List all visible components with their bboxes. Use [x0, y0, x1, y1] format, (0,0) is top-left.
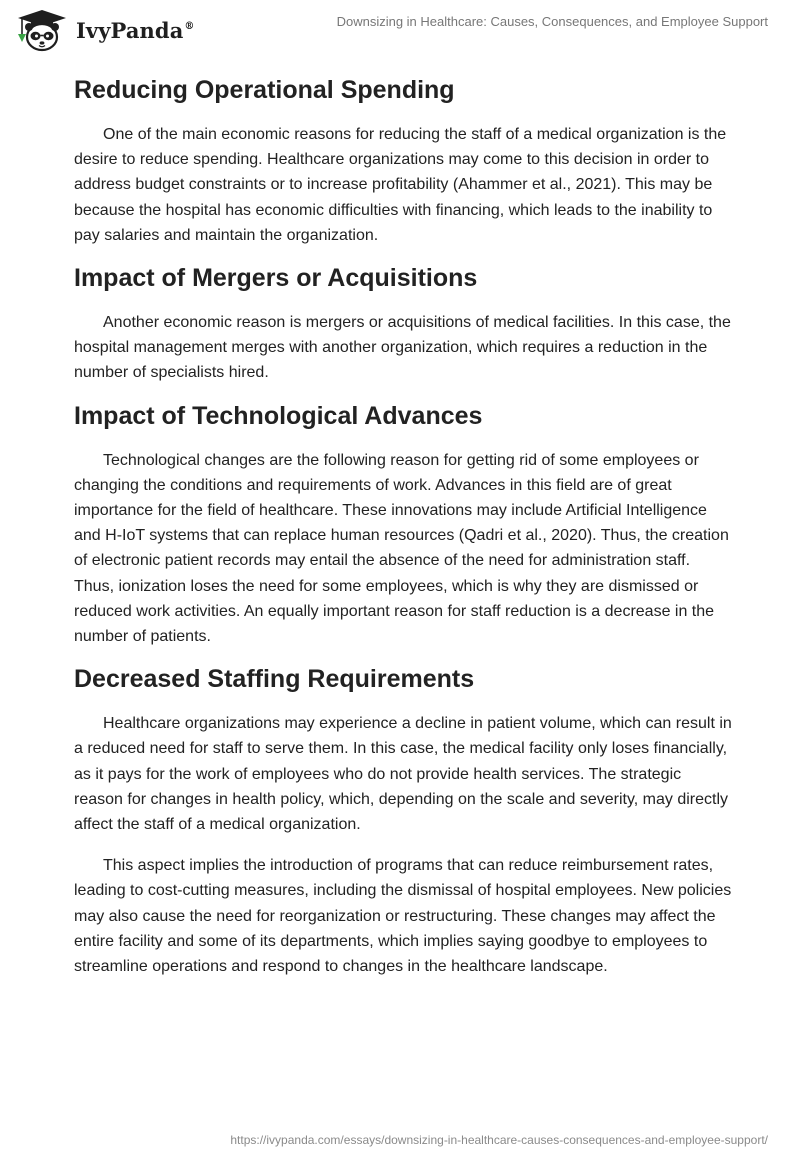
- panda-graduate-icon: [14, 8, 70, 52]
- ivypanda-logo[interactable]: [14, 8, 195, 52]
- source-url[interactable]: https://ivypanda.com/essays/downsizing-in-healthcare-causes-consequences-and-employee-support/: [230, 1133, 768, 1147]
- section-technological-advances: [74, 398, 734, 650]
- paragraph: Technological changes are the following reason for getting rid of some employees or changing the conditions and requirements of work. Advances in this field are of great importance for the field of healthcare. These innovations may include Artificial Intelligence and H-IoT systems that can replace human resources (Qadri et al., 2020). Thus, the creation of electronic patient records may entail the absence of the need for administration staff. Thus, ionization loses the need for some employees, which is why they are dismissed or reduced work activities. An equally important reason for staff reduction is a decrease in the number of patients.: [74, 451, 729, 646]
- section-heading: Impact of Mergers or Acquisitions: [74, 264, 478, 293]
- paragraph: This aspect implies the introduction of programs that can reduce reimbursement rates, leading to cost-cutting measures, including the dismissal of hospital employees. New policies may also cause the need for reorganization or restructuring. These changes may affect the entire facility and some of its departments, which implies saying goodbye to employees to streamline operations and respond to changes in the healthcare landscape.: [74, 857, 732, 976]
- document-title: Downsizing in Healthcare: Causes, Consequences, and Employee Support: [336, 14, 768, 29]
- paragraph: Healthcare organizations may experience a decline in patient volume, which can result in a reduced need for staff to serve them. In this case, the medical facility only loses financially, as it pays for the work of employees who do not provide health services. The strategic reason for changes in health policy, which, depending on the scale and severity, may directly affect the staff of a medical organization.: [74, 715, 732, 834]
- paragraph: One of the main economic reasons for reducing the staff of a medical organization is the desire to reduce spending. Healthcare organizations may come to this decision in order to address budget constraints or to increase profitability (Ahammer et al., 2021). This may be because the hospital has economic difficulties with financing, which leads to the inability to pay salaries and maintain the organization.: [74, 126, 727, 244]
- section-reducing-operational-spending: [74, 72, 734, 248]
- section-heading: Decreased Staffing Requirements: [74, 665, 475, 694]
- logo-wordmark: IvyPanda®: [76, 17, 195, 43]
- section-mergers-acquisitions: [74, 260, 734, 386]
- section-heading: Impact of Technological Advances: [74, 401, 483, 430]
- section-heading: Reducing Operational Spending: [74, 76, 455, 104]
- paragraph: Another economic reason is mergers or acquisitions of medical facilities. In this case, the hospital management merges with another organization, which requires a reduction in the number of specialists hired.: [74, 314, 731, 382]
- page-header: [0, 0, 800, 60]
- section-decreased-staffing: [74, 661, 734, 979]
- essay-body: [74, 70, 734, 979]
